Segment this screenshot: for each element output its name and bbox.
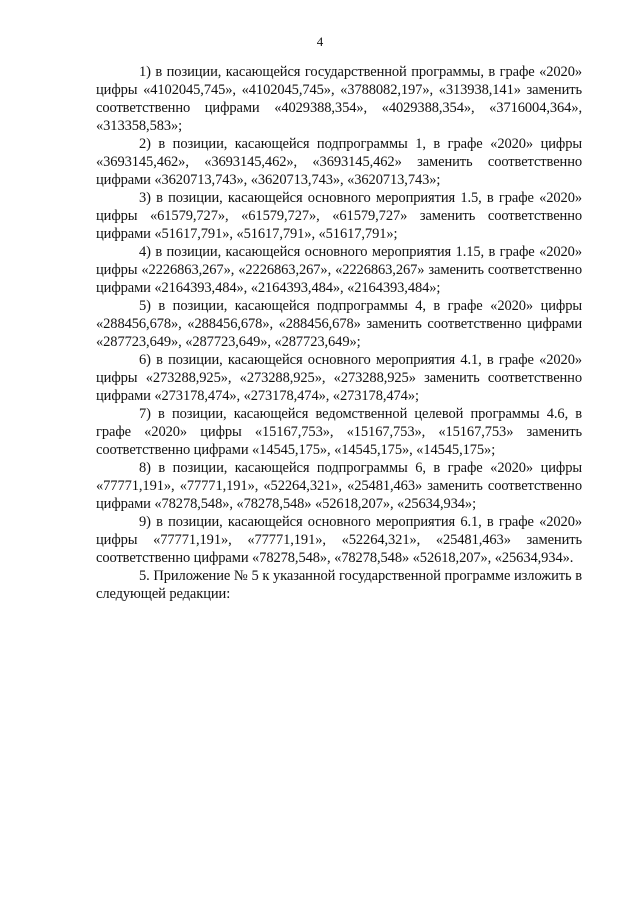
paragraph-item-9: 9) в позиции, касающейся основного мероприятия 6.1, в графе «2020» цифры «77771,191», «77771,191», «52264,321», «25481,463» заменить соответственно цифрами «78278,548», «78278,548» «52618,207», «25634,934».: [96, 514, 582, 566]
paragraph-item-2: 2) в позиции, касающейся подпрограммы 1, в графе «2020» цифры «3693145,462», «3693145,462», «3693145,462» заменить соответственно цифрами «3620713,743», «3620713,743», «3620713,743»;: [96, 136, 582, 188]
paragraph-item-1: 1) в позиции, касающейся государственной программы, в графе «2020» цифры «4102045,745», «4102045,745», «3788082,197», «313938,141» заменить соответственно цифрами «4029388,354», «4029388,354», «3716004,364», «313358,583»;: [96, 64, 582, 134]
document-body: [96, 63, 582, 603]
paragraph-item-6: 6) в позиции, касающейся основного мероприятия 4.1, в графе «2020» цифры «273288,925», «273288,925», «273288,925» заменить соответственно цифрами «273178,474», «273178,474», «273178,474»;: [96, 352, 582, 404]
page-number: 4: [316, 34, 324, 49]
section-5-paragraph: 5. Приложение № 5 к указанной государственной программе изложить в следующей редакции:: [96, 568, 582, 602]
paragraph-item-5: 5) в позиции, касающейся подпрограммы 4, в графе «2020» цифры «288456,678», «288456,678», «288456,678» заменить соответственно цифрами «287723,649», «287723,649», «287723,649»;: [96, 298, 582, 350]
paragraph-item-8: 8) в позиции, касающейся подпрограммы 6, в графе «2020» цифры «77771,191», «77771,191», «52264,321», «25481,463» заменить соответственно цифрами «78278,548», «78278,548» «52618,207», «25634,934»;: [96, 460, 582, 512]
paragraph-item-7: 7) в позиции, касающейся ведомственной целевой программы 4.6, в графе «2020» цифры «15167,753», «15167,753», «15167,753» заменить соответственно цифрами «14545,175», «14545,175», «14545,175»;: [96, 406, 582, 458]
paragraph-item-3: 3) в позиции, касающейся основного мероприятия 1.5, в графе «2020» цифры «61579,727», «61579,727», «61579,727» заменить соответственно цифрами «51617,791», «51617,791», «51617,791»;: [96, 190, 582, 242]
paragraph-item-4: 4) в позиции, касающейся основного мероприятия 1.15, в графе «2020» цифры «2226863,267», «2226863,267», «2226863,267» заменить соответственно цифрами «2164393,484», «2164393,484», «2164393,484»;: [96, 244, 582, 296]
